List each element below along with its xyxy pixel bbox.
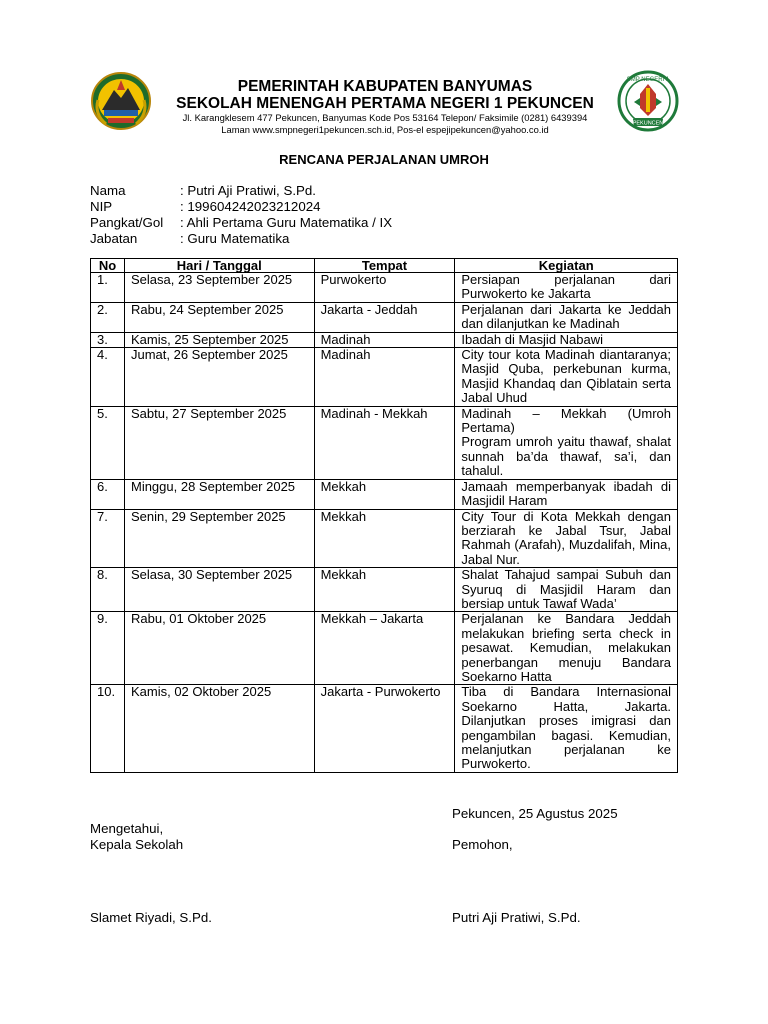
row-date: Selasa, 30 September 2025: [124, 568, 314, 612]
letterhead-contact: Laman www.smpnegeri1pekuncen.sch.id, Pos-el espejipekuncen@yahoo.co.id: [221, 124, 549, 135]
row-place: Mekkah: [314, 568, 455, 612]
table-row: [91, 612, 678, 685]
header-place: Tempat: [314, 259, 455, 273]
identity-value: : Putri Aji Pratiwi, S.Pd.: [180, 183, 316, 198]
row-date: Selasa, 23 September 2025: [124, 273, 314, 303]
table-row: [91, 302, 678, 332]
document-title: RENCANA PERJALANAN UMROH: [279, 152, 489, 167]
table-header-row: [91, 259, 678, 273]
approver-label: Mengetahui,: [90, 821, 164, 836]
identity-row-nama: [90, 183, 392, 199]
row-no: 2.: [91, 302, 125, 332]
table-row: [91, 406, 678, 479]
row-place: Madinah - Mekkah: [314, 406, 455, 479]
identity-label: NIP: [90, 199, 113, 214]
row-activity-line: Madinah – Mekkah (Umroh Pertama): [461, 405, 671, 436]
school-emblem-bottom-text: PEKUNCEN: [632, 120, 664, 127]
identity-row-jabatan: [90, 231, 392, 247]
row-activity: City Tour di Kota Mekkah dengan berziarah ke Jabal Tsur, Jabal Rahmah (Arafah), Muzdalifah, Mina, Jabal Nur.: [455, 509, 678, 568]
row-place: Purwokerto: [314, 273, 455, 303]
identity-value: : Guru Matematika: [180, 231, 290, 246]
row-no: 5.: [91, 406, 125, 479]
school-emblem-icon: [616, 70, 680, 132]
applicant-name: Putri Aji Pratiwi, S.Pd.: [452, 910, 581, 925]
identity-label: Pangkat/Gol: [90, 215, 164, 230]
letterhead: [160, 78, 610, 136]
letterhead-school: SEKOLAH MENENGAH PERTAMA NEGERI 1 PEKUNCEN: [176, 95, 594, 112]
row-activity: City tour kota Madinah diantaranya; Masjid Quba, perkebunan kurma, Masjid Khandaq dan Qiblatain serta Jabal Uhud: [455, 348, 678, 407]
table-row: [91, 273, 678, 303]
row-activity: Persiapan perjalanan dari Purwokerto ke Jakarta: [455, 273, 678, 303]
approver-title: Kepala Sekolah: [90, 837, 184, 852]
header-no: No: [91, 259, 125, 273]
row-no: 7.: [91, 509, 125, 568]
row-no: 6.: [91, 479, 125, 509]
banyumas-emblem-icon: [90, 70, 152, 132]
row-date: Senin, 29 September 2025: [124, 509, 314, 568]
row-place: Madinah: [314, 348, 455, 407]
header-date: Hari / Tanggal: [124, 259, 314, 273]
row-date: Jumat, 26 September 2025: [124, 348, 314, 407]
identity-value: : 199604242023212024: [180, 199, 321, 214]
row-place: Jakarta - Jeddah: [314, 302, 455, 332]
row-no: 9.: [91, 612, 125, 685]
table-row: [91, 479, 678, 509]
row-activity: Ibadah di Masjid Nabawi: [455, 332, 678, 347]
row-date: Minggu, 28 September 2025: [124, 479, 314, 509]
row-activity: Perjalanan dari Jakarta ke Jeddah dan dilanjutkan ke Madinah: [455, 302, 678, 332]
approver-name: Slamet Riyadi, S.Pd.: [90, 910, 212, 925]
identity-row-pangkat: [90, 215, 392, 231]
row-activity: Tiba di Bandara Internasional Soekarno Hatta, Jakarta. Dilanjutkan proses imigrasi dan pengambilan bagasi. Kemudian, melanjutkan perjalanan ke Purwokerto.: [455, 685, 678, 772]
row-no: 8.: [91, 568, 125, 612]
row-date: Sabtu, 27 September 2025: [124, 406, 314, 479]
row-date: Kamis, 02 Oktober 2025: [124, 685, 314, 772]
row-place: Mekkah: [314, 479, 455, 509]
row-no: 10.: [91, 685, 125, 772]
row-date: Rabu, 01 Oktober 2025: [124, 612, 314, 685]
row-activity: Perjalanan ke Bandara Jeddah melakukan briefing serta check in pesawat. Kemudian, melakukan penerbangan menuju Bandara Soekarno Hatta: [455, 612, 678, 685]
table-row: [91, 348, 678, 407]
row-place: Madinah: [314, 332, 455, 347]
identity-label: Jabatan: [90, 231, 138, 246]
table-row: [91, 509, 678, 568]
header-activity: Kegiatan: [455, 259, 678, 273]
table-row: [91, 685, 678, 772]
row-activity-line: Program umroh yaitu thawaf, shalat sunnah ba’da thawaf, sa’i, dan tahalul.: [461, 434, 671, 479]
applicant-label: Pemohon,: [452, 837, 513, 852]
row-activity: Shalat Tahajud sampai Subuh dan Syuruq di Masjidil Haram dan bersiap untuk Tawaf Wada’: [455, 568, 678, 612]
identity-row-nip: [90, 199, 392, 215]
school-emblem-top-text: SMP NEGERI 1: [626, 77, 670, 83]
row-no: 1.: [91, 273, 125, 303]
row-activity: [455, 406, 678, 479]
letterhead-government: PEMERINTAH KABUPATEN BANYUMAS: [237, 78, 533, 95]
row-place: Mekkah – Jakarta: [314, 612, 455, 685]
row-no: 4.: [91, 348, 125, 407]
row-activity: Jamaah memperbanyak ibadah di Masjidil Haram: [455, 479, 678, 509]
approver-block: [90, 821, 183, 853]
row-no: 3.: [91, 332, 125, 347]
identity-label: Nama: [90, 183, 126, 198]
itinerary-table: [90, 258, 678, 773]
place-date: Pekuncen, 25 Agustus 2025: [452, 806, 618, 821]
row-place: Jakarta - Purwokerto: [314, 685, 455, 772]
letterhead-address: Jl. Karangklesem 477 Pekuncen, Banyumas Kode Pos 53164 Telepon/ Faksimile (0281) 6439394: [182, 112, 588, 123]
row-date: Rabu, 24 September 2025: [124, 302, 314, 332]
row-place: Mekkah: [314, 509, 455, 568]
table-row: [91, 568, 678, 612]
row-date: Kamis, 25 September 2025: [124, 332, 314, 347]
table-row: [91, 332, 678, 347]
identity-value: : Ahli Pertama Guru Matematika / IX: [180, 215, 393, 230]
identity-block: [90, 183, 392, 247]
